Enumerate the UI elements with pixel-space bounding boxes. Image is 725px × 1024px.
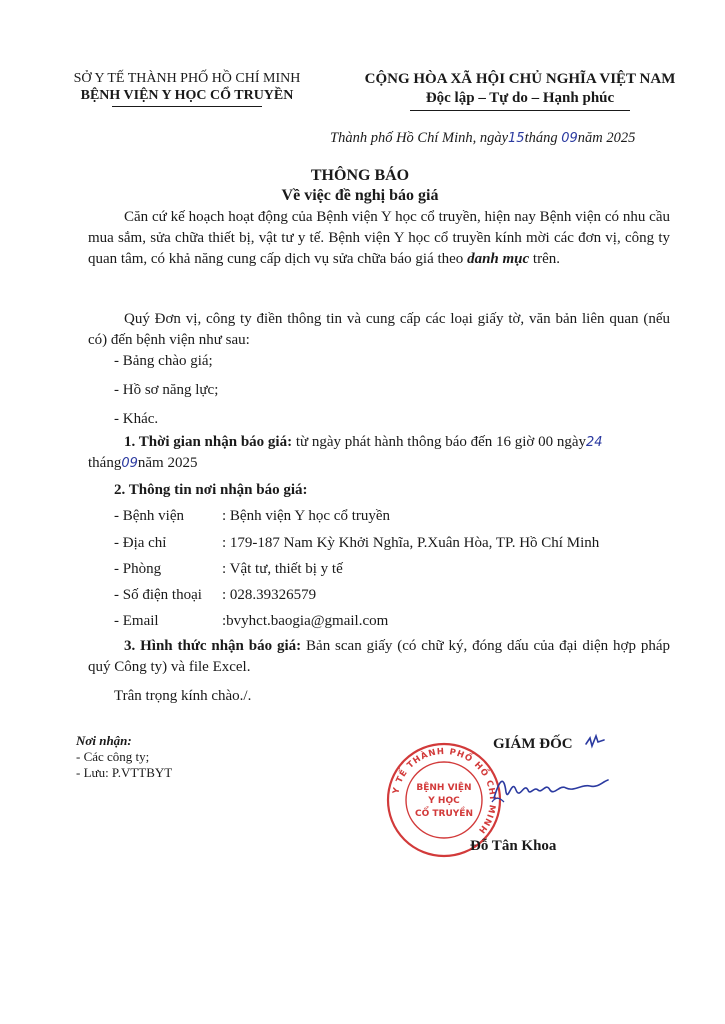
intro-text: Căn cứ kế hoạch hoạt động của Bệnh viện Y học cổ truyền, hiện nay Bệnh viện có nhu cầu mua sắm, sửa chữa thiết bị, vật tư y tế. Bệnh viện Y học cổ truyền kính mời các đơn vị, công ty quan tâm, có khả năng cung cấp dịch vụ sửa chữa báo giá theo [88, 209, 670, 267]
info-row [114, 585, 316, 605]
list-item: - Hồ sơ năng lực; [114, 382, 219, 398]
document-title-block [160, 166, 560, 206]
closing-line: Trân trọng kính chào./. [114, 688, 252, 704]
deadline-year: năm 2025 [137, 455, 198, 471]
intro-paragraph [88, 207, 670, 270]
country-name: CỘNG HÒA XÃ HỘI CHỦ NGHĨA VIỆT NAM [364, 71, 676, 87]
recipients-block [76, 733, 276, 781]
stamp-outer-text: Y TẾ THÀNH PHỐ HỒ CHÍ MINH [391, 746, 498, 836]
info-row [114, 611, 388, 631]
signer-name: Đỗ Tân Khoa [470, 838, 557, 854]
section-format-text: Bản scan giấy (có chữ ký, đóng dấu của đại diện hợp pháp quý Công ty) và file Excel. [88, 638, 670, 675]
document-title: THÔNG BÁO [310, 167, 410, 184]
requirements-text: Quý Đơn vị, công ty điền thông tin và cung cấp các loại giấy tờ, văn bản liên quan (nếu có) đến bệnh viện như sau: [88, 311, 670, 348]
info-value: :bvyhct.baogia@gmail.com [222, 613, 389, 629]
section-deadline [88, 432, 670, 474]
initial-mark-icon [584, 732, 606, 752]
info-label: - Phòng [114, 561, 162, 577]
requirements-paragraph [88, 309, 670, 351]
intro-text-end: trên. [529, 251, 560, 267]
section-contact-heading: 2. Thông tin nơi nhận báo giá: [114, 482, 308, 498]
info-label: - Bệnh viện [114, 508, 184, 524]
info-value: : Vật tư, thiết bị y tế [222, 561, 343, 577]
info-value: : 028.39326579 [222, 587, 317, 603]
department-name: SỞ Y TẾ THÀNH PHỐ HỒ CHÍ MINH [73, 71, 301, 86]
hospital-name: BỆNH VIỆN Y HỌC CỔ TRUYỀN [80, 88, 294, 103]
section-deadline-heading: 1. Thời gian nhận báo giá: [124, 434, 293, 450]
signer-position: GIÁM ĐỐC [493, 736, 573, 752]
date-day-handwritten: 15 [508, 131, 525, 146]
header-divider-left [112, 106, 262, 107]
date-month-handwritten: 09 [561, 131, 578, 146]
info-value: : 179-187 Nam Kỳ Khởi Nghĩa, P.Xuân Hòa, TP. Hồ Chí Minh [222, 535, 600, 551]
national-motto: Độc lập – Tự do – Hạnh phúc [425, 90, 615, 106]
info-label: - Email [114, 613, 159, 629]
stamp-line: CỔ TRUYỀN [415, 809, 473, 819]
national-header [350, 70, 690, 111]
info-label: - Địa chỉ [114, 535, 167, 551]
handwritten-signature-icon [490, 768, 610, 808]
info-row [114, 506, 390, 526]
recipients-title: Nơi nhận: [76, 733, 132, 748]
document-subject: Về việc đề nghị báo giá [281, 187, 439, 204]
info-label: - Số điện thoại [114, 587, 202, 603]
deadline-month-handwritten: 09 [121, 456, 138, 471]
date-month-word: tháng [524, 130, 558, 146]
section-deadline-text: từ ngày phát hành thông báo đến 16 giờ 00 ngày [292, 434, 587, 450]
list-item: - Khác. [114, 411, 159, 427]
header-divider-right [410, 110, 630, 111]
list-item: - Bảng chào giá; [114, 353, 213, 369]
section-format [88, 636, 670, 678]
stamp-line: BỆNH VIỆN [416, 783, 472, 793]
section-format-heading: 3. Hình thức nhận báo giá: [124, 638, 302, 654]
info-row [114, 559, 343, 579]
recipient-item: - Các công ty; [76, 749, 150, 764]
issue-date [330, 130, 680, 147]
recipient-item: - Lưu: P.VTTBYT [76, 765, 173, 780]
deadline-month-word: tháng [88, 455, 122, 471]
intro-emphasis: danh mục [467, 251, 530, 267]
date-year: năm 2025 [577, 130, 636, 146]
date-prefix: Thành phố Hồ Chí Minh, ngày [330, 130, 509, 146]
stamp-line: Y HỌC [428, 796, 460, 806]
issuing-agency-header [52, 70, 322, 107]
document-list [114, 347, 218, 434]
info-value: : Bệnh viện Y học cổ truyền [222, 508, 391, 524]
info-row [114, 533, 599, 553]
deadline-day-handwritten: 24 [586, 435, 603, 450]
